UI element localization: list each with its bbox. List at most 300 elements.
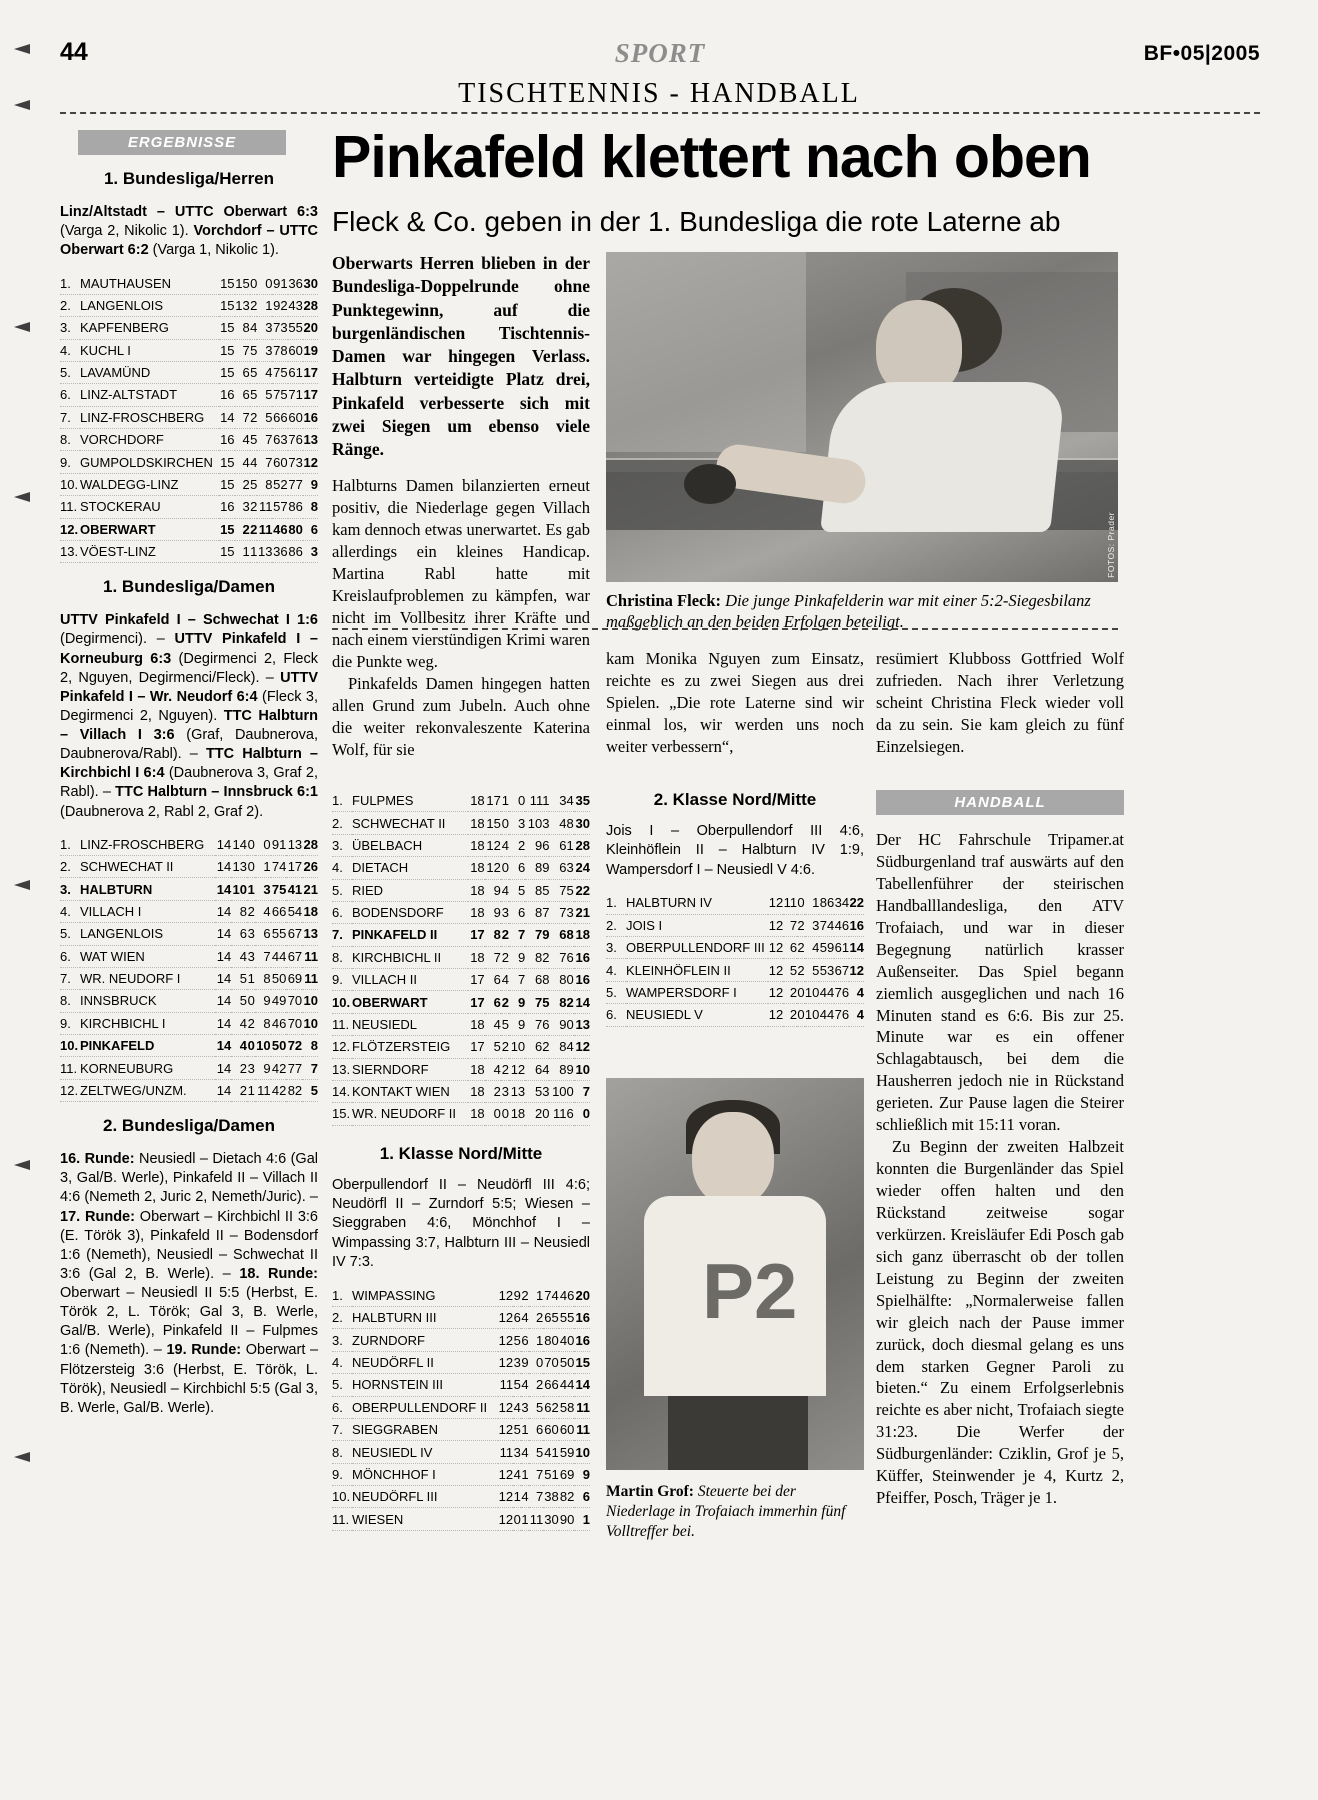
stat-cell: 6 [485, 969, 501, 991]
table-row [60, 834, 318, 856]
stat-cell: 8 [485, 924, 501, 946]
points-cell: 26 [302, 856, 318, 878]
stat-cell: 3 [257, 339, 272, 361]
stat-cell: 2 [501, 946, 509, 968]
stat-cell: 10 [805, 981, 820, 1003]
team-cell: ZURNDORF [352, 1329, 498, 1351]
table-row [332, 1441, 590, 1463]
team-cell: LINZ-ALTSTADT [80, 384, 219, 406]
results-1-klasse: Oberpullendorf II – Neudörfl III 4:6; Neudörfl II – Zurndorf 5:5; Wiesen – Sieggraben 4:6, Mönchhof I – Wimpassing 3:7, Halbturn III – Neusiedl IV 7:3. [332, 1176, 590, 1271]
stat-cell: 12 [485, 857, 501, 879]
handball-body [876, 829, 1124, 1509]
stat-cell: 1 [255, 856, 271, 878]
stat-cell: 4 [501, 969, 509, 991]
stat-cell: 1 [247, 1079, 255, 1101]
stat-cell: 85 [525, 879, 549, 901]
stat-cell: 40 [559, 1329, 575, 1351]
stat-cell: 0 [247, 856, 255, 878]
standings-body-2-klasse [606, 892, 864, 1026]
points-cell: 3 [303, 540, 318, 562]
stat-cell: 0 [247, 1035, 255, 1057]
points-cell: 6 [303, 518, 318, 540]
table-row [332, 1013, 590, 1035]
stat-cell: 3 [509, 812, 525, 834]
stat-cell: 34 [834, 892, 849, 914]
table-row [60, 339, 318, 361]
stat-cell: 6 [485, 991, 501, 1013]
stat-cell: 72 [286, 1035, 302, 1057]
points-cell: 14 [574, 991, 590, 1013]
stat-cell: 76 [288, 429, 303, 451]
team-cell: KUCHL I [80, 339, 219, 361]
stat-cell: 14 [215, 923, 231, 945]
stat-cell: 12 [768, 892, 783, 914]
stat-cell: 89 [549, 1058, 573, 1080]
stat-cell: 1 [247, 878, 255, 900]
stat-cell: 0 [485, 1103, 501, 1125]
table-row [60, 406, 318, 428]
stat-cell: 70 [286, 990, 302, 1012]
caption-name: Christina Fleck: [606, 591, 722, 610]
stat-cell: 41 [286, 878, 302, 900]
stat-cell: 0 [501, 1103, 509, 1125]
stat-cell: 9 [521, 1351, 529, 1373]
stat-cell: 8 [235, 317, 250, 339]
stat-cell: 6 [255, 923, 271, 945]
article-body-2 [606, 648, 864, 758]
points-cell: 8 [303, 496, 318, 518]
rank-cell: 8. [60, 429, 80, 451]
points-cell: 6 [574, 1486, 590, 1508]
stat-cell: 74 [819, 914, 834, 936]
stat-cell: 12 [485, 834, 501, 856]
stat-cell: 12 [498, 1463, 514, 1485]
stat-cell: 70 [543, 1351, 559, 1373]
rank-cell: 5. [332, 1374, 352, 1396]
points-cell: 28 [574, 834, 590, 856]
stat-cell: 2 [783, 981, 797, 1003]
stat-cell: 18 [468, 1080, 484, 1102]
stat-cell: 5 [509, 879, 525, 901]
rank-cell: 7. [332, 1418, 352, 1440]
stat-cell: 5 [250, 473, 258, 495]
table-row [60, 856, 318, 878]
stat-cell: 67 [834, 959, 849, 981]
stat-cell: 90 [559, 1508, 575, 1530]
points-cell: 9 [574, 1463, 590, 1485]
article-headline: Pinkafeld klettert nach oben [332, 124, 1091, 190]
team-cell: ZELTWEG/UNZM. [80, 1079, 215, 1101]
stat-cell: 12 [768, 959, 783, 981]
stat-cell: 48 [549, 812, 573, 834]
table-row [606, 914, 864, 936]
rank-cell: 8. [60, 990, 80, 1012]
stat-cell: 75 [271, 878, 287, 900]
stat-cell: 2 [250, 518, 258, 540]
points-cell: 16 [303, 406, 318, 428]
points-cell: 10 [574, 1441, 590, 1463]
points-cell: 1 [574, 1508, 590, 1530]
points-cell: 16 [574, 969, 590, 991]
points-cell: 14 [574, 1374, 590, 1396]
table-row [60, 923, 318, 945]
stat-cell: 42 [271, 1079, 287, 1101]
stat-cell: 60 [288, 339, 303, 361]
article-paragraph: resümiert Klubboss Gottfried Wolf zufrieden. Nach ihrer Verletzung scheint Christina Fleck wieder voll da zu sein. Sie kam gleich zu fünf Einzelsiegen. [876, 649, 1124, 756]
table-row [606, 892, 864, 914]
team-cell: KIRCHBICHL I [80, 1012, 215, 1034]
team-cell: OBERWART [80, 518, 219, 540]
stat-cell: 6 [513, 1307, 521, 1329]
rank-cell: 9. [60, 451, 80, 473]
stat-cell: 36 [272, 540, 287, 562]
table-row [60, 317, 318, 339]
divider-top [60, 112, 1260, 114]
stat-cell: 18 [468, 1103, 484, 1125]
team-cell: WAMPERSDORF I [626, 981, 768, 1003]
rank-cell: 13. [332, 1058, 352, 1080]
stat-cell: 2 [235, 473, 250, 495]
heading-2-bundesliga-damen: 2. Bundesliga/Damen [103, 1116, 275, 1136]
points-cell: 22 [849, 892, 864, 914]
table-row [60, 272, 318, 294]
stat-cell: 11 [783, 892, 797, 914]
stat-cell: 12 [498, 1508, 514, 1530]
table-row [606, 1004, 864, 1026]
stat-cell: 46 [559, 1285, 575, 1307]
stat-cell: 2 [501, 1058, 509, 1080]
stat-cell: 44 [819, 1004, 834, 1026]
stat-cell: 44 [559, 1374, 575, 1396]
stat-cell: 2 [247, 900, 255, 922]
stat-cell: 53 [525, 1080, 549, 1102]
points-cell: 11 [574, 1396, 590, 1418]
stat-cell: 75 [272, 384, 287, 406]
team-cell: NEUDÖRFL III [352, 1486, 498, 1508]
team-cell: NEUDÖRFL II [352, 1351, 498, 1373]
stat-cell: 82 [549, 991, 573, 1013]
stat-cell: 0 [501, 812, 509, 834]
team-cell: PINKAFELD [80, 1035, 215, 1057]
team-cell: NEUSIEDL V [626, 1004, 768, 1026]
stat-cell: 7 [235, 406, 250, 428]
table-row [60, 429, 318, 451]
stat-cell: 8 [231, 900, 247, 922]
stat-cell: 73 [288, 451, 303, 473]
points-cell: 19 [303, 339, 318, 361]
stat-cell: 73 [549, 901, 573, 923]
rank-cell: 3. [332, 834, 352, 856]
stat-cell: 75 [272, 361, 287, 383]
stat-cell: 79 [525, 924, 549, 946]
points-cell: 4 [849, 981, 864, 1003]
page-number: 44 [60, 38, 88, 66]
points-cell: 13 [574, 1013, 590, 1035]
heading-bundesliga-damen: 1. Bundesliga/Damen [103, 577, 275, 597]
points-cell: 11 [574, 1418, 590, 1440]
team-cell: SCHWECHAT II [80, 856, 215, 878]
stat-cell: 2 [250, 496, 258, 518]
stat-cell: 65 [543, 1307, 559, 1329]
stat-cell: 80 [288, 518, 303, 540]
points-cell: 14 [849, 937, 864, 959]
stat-cell: 91 [271, 834, 287, 856]
page-header [60, 38, 1260, 67]
issue-label: BF•05|2005 [1143, 42, 1260, 65]
stat-cell: 14 [215, 878, 231, 900]
stat-cell: 70 [286, 1012, 302, 1034]
table-row [332, 1418, 590, 1440]
points-cell: 22 [574, 879, 590, 901]
standings-body-1-klasse [332, 1285, 590, 1531]
stat-cell: 3 [235, 496, 250, 518]
table-row [332, 924, 590, 946]
points-cell: 20 [303, 317, 318, 339]
rank-cell: 3. [60, 317, 80, 339]
stat-cell: 4 [235, 451, 250, 473]
stat-cell: 5 [250, 384, 258, 406]
rank-cell: 7. [60, 967, 80, 989]
table-row [60, 1012, 318, 1034]
rank-cell: 10. [332, 1486, 352, 1508]
stat-cell: 5 [529, 1441, 544, 1463]
team-cell: KONTAKT WIEN [352, 1080, 468, 1102]
stat-cell: 11 [529, 1508, 544, 1530]
points-cell: 12 [574, 1036, 590, 1058]
stat-cell: 18 [468, 946, 484, 968]
points-cell: 10 [574, 1058, 590, 1080]
points-cell: 30 [574, 812, 590, 834]
stat-cell: 100 [549, 1080, 573, 1102]
heading-1-klasse: 1. Klasse Nord/Mitte [379, 1143, 543, 1163]
heading-bundesliga-herren: 1. Bundesliga/Herren [103, 169, 275, 188]
points-cell: 4 [849, 1004, 864, 1026]
stat-cell: 4 [257, 361, 272, 383]
stat-cell: 10 [255, 1035, 271, 1057]
stat-cell: 14 [215, 1035, 231, 1057]
stat-cell: 0 [797, 981, 804, 1003]
points-cell: 11 [302, 967, 318, 989]
stat-cell: 0 [255, 834, 271, 856]
points-cell: 13 [303, 429, 318, 451]
stat-cell: 1 [501, 790, 509, 812]
stat-cell: 5 [513, 1374, 521, 1396]
rank-cell: 6. [606, 1004, 626, 1026]
points-cell: 0 [574, 1103, 590, 1125]
stat-cell: 0 [509, 790, 525, 812]
team-cell: OBERPULLENDORF II [352, 1396, 498, 1418]
column-2klasse [606, 790, 864, 1027]
rank-cell: 6. [60, 945, 80, 967]
stat-cell: 4 [521, 1486, 529, 1508]
stat-cell: 76 [549, 946, 573, 968]
team-cell: OBERPULLENDORF III [626, 937, 768, 959]
stat-cell: 18 [468, 1058, 484, 1080]
stat-cell: 1 [250, 540, 258, 562]
team-cell: SIERNDORF [352, 1058, 468, 1080]
table-row [332, 991, 590, 1013]
standings-table-damen [60, 834, 318, 1103]
stat-cell: 4 [231, 1012, 247, 1034]
stat-cell: 62 [525, 1036, 549, 1058]
stat-cell: 42 [271, 1057, 287, 1079]
stat-cell: 5 [485, 1036, 501, 1058]
stat-cell: 14 [231, 834, 247, 856]
team-cell: MAUTHAUSEN [80, 272, 219, 294]
points-cell: 17 [303, 384, 318, 406]
stat-cell: 0 [501, 857, 509, 879]
stat-cell: 20 [525, 1103, 549, 1125]
handball-banner: HANDBALL [876, 790, 1124, 815]
stat-cell: 86 [288, 496, 303, 518]
stat-cell: 60 [288, 406, 303, 428]
stat-cell: 77 [286, 1057, 302, 1079]
stat-cell: 69 [286, 967, 302, 989]
stat-cell: 7 [529, 1486, 544, 1508]
table-row [60, 361, 318, 383]
team-cell: DIETACH [352, 857, 468, 879]
table-row [60, 384, 318, 406]
stat-cell: 80 [543, 1329, 559, 1351]
table-row [332, 1486, 590, 1508]
rank-cell: 8. [332, 946, 352, 968]
stat-cell: 63 [549, 857, 573, 879]
stat-cell: 7 [529, 1463, 544, 1485]
stat-cell: 11 [257, 496, 272, 518]
results-herren: Linz/Altstadt – UTTC Oberwart 6:3 (Varga 2, Nikolic 1). Vorchdorf – UTTC Oberwart 6:2 (Varga 1, Nikolic 1). [60, 204, 318, 259]
rank-cell: 6. [60, 384, 80, 406]
stat-cell: 0 [247, 834, 255, 856]
stat-cell: 14 [215, 856, 231, 878]
team-cell: SIEGGRABEN [352, 1418, 498, 1440]
stat-cell: 38 [543, 1486, 559, 1508]
stat-cell: 8 [255, 967, 271, 989]
table-row [332, 969, 590, 991]
points-cell: 12 [303, 451, 318, 473]
stat-cell: 14 [215, 834, 231, 856]
points-cell: 11 [302, 945, 318, 967]
team-cell: STOCKERAU [80, 496, 219, 518]
stat-cell: 67 [286, 923, 302, 945]
points-cell: 16 [849, 914, 864, 936]
stat-cell: 4 [521, 1441, 529, 1463]
stat-cell: 3 [501, 1080, 509, 1102]
rank-cell: 2. [332, 1307, 352, 1329]
stat-cell: 2 [529, 1307, 544, 1329]
stat-cell: 11 [498, 1374, 514, 1396]
stat-cell: 14 [215, 1057, 231, 1079]
stat-cell: 78 [272, 339, 287, 361]
stat-cell: 77 [288, 473, 303, 495]
stat-cell: 4 [485, 1013, 501, 1035]
stat-cell: 71 [288, 384, 303, 406]
stat-cell: 55 [559, 1307, 575, 1329]
stat-cell: 6 [529, 1418, 544, 1440]
table-row [332, 1036, 590, 1058]
photo-martin-grof: P2 [606, 1078, 864, 1470]
standings-body-2bl-damen [332, 790, 590, 1125]
rank-cell: 11. [332, 1013, 352, 1035]
team-cell: NEUSIEDL IV [352, 1441, 498, 1463]
team-cell: KIRCHBICHL II [352, 946, 468, 968]
stat-cell: 14 [219, 406, 234, 428]
rank-cell: 2. [60, 294, 80, 316]
stat-cell: 12 [498, 1285, 514, 1307]
points-cell: 18 [302, 900, 318, 922]
standings-table-2bl-damen [332, 790, 590, 1126]
stat-cell: 2 [250, 406, 258, 428]
stat-cell: 0 [513, 1508, 521, 1530]
stat-cell: 5 [805, 959, 820, 981]
stat-cell: 13 [257, 540, 272, 562]
stat-cell: 4 [250, 451, 258, 473]
stat-cell: 17 [468, 1036, 484, 1058]
stat-cell: 60 [543, 1418, 559, 1440]
stat-cell: 103 [525, 812, 549, 834]
team-cell: RIED [352, 879, 468, 901]
stat-cell: 9 [509, 991, 525, 1013]
stat-cell: 74 [543, 1285, 559, 1307]
stat-cell: 18 [468, 879, 484, 901]
caption-text: Die junge Pinkafelderin war mit einer 5:2-Siegesbilanz maßgeblich an den beiden Erfolgen beteiligt. [606, 591, 1091, 632]
points-cell: 16 [574, 946, 590, 968]
team-cell: HALBTURN IV [626, 892, 768, 914]
stat-cell: 1 [257, 294, 272, 316]
heading-2-klasse: 2. Klasse Nord/Mitte [653, 790, 817, 809]
stat-cell: 62 [543, 1396, 559, 1418]
rank-cell: 10. [60, 1035, 80, 1057]
stat-cell: 12 [498, 1486, 514, 1508]
stat-cell: 116 [549, 1103, 573, 1125]
stat-cell: 63 [272, 429, 287, 451]
rank-cell: 5. [60, 361, 80, 383]
stat-cell: 12 [509, 1058, 525, 1080]
table-row [332, 1396, 590, 1418]
rank-cell: 8. [332, 1441, 352, 1463]
stat-cell: 13 [286, 834, 302, 856]
stat-cell: 3 [255, 878, 271, 900]
stat-cell: 15 [219, 339, 234, 361]
stat-cell: 17 [286, 856, 302, 878]
stat-cell: 82 [286, 1079, 302, 1101]
team-cell: JOIS I [626, 914, 768, 936]
stat-cell: 9 [485, 901, 501, 923]
stat-cell: 4 [521, 1307, 529, 1329]
stat-cell: 3 [247, 1057, 255, 1079]
table-row [332, 1329, 590, 1351]
stat-cell: 3 [805, 914, 820, 936]
stat-cell: 0 [797, 892, 804, 914]
stat-cell: 4 [521, 1374, 529, 1396]
team-cell: ÜBELBACH [352, 834, 468, 856]
rank-cell: 3. [332, 1329, 352, 1351]
stat-cell: 2 [797, 937, 804, 959]
stat-cell: 18 [509, 1103, 525, 1125]
rank-cell: 3. [606, 937, 626, 959]
rank-cell: 4. [332, 1351, 352, 1373]
stat-cell: 14 [215, 967, 231, 989]
stat-cell: 5 [250, 429, 258, 451]
stat-cell: 11 [498, 1441, 514, 1463]
stat-cell: 12 [498, 1351, 514, 1373]
photo-caption-2 [606, 1482, 864, 1542]
stat-cell: 4 [255, 900, 271, 922]
stat-cell: 46 [834, 914, 849, 936]
rank-cell: 2. [332, 812, 352, 834]
stat-cell: 59 [559, 1441, 575, 1463]
stat-cell: 6 [231, 923, 247, 945]
stat-cell: 12 [768, 981, 783, 1003]
